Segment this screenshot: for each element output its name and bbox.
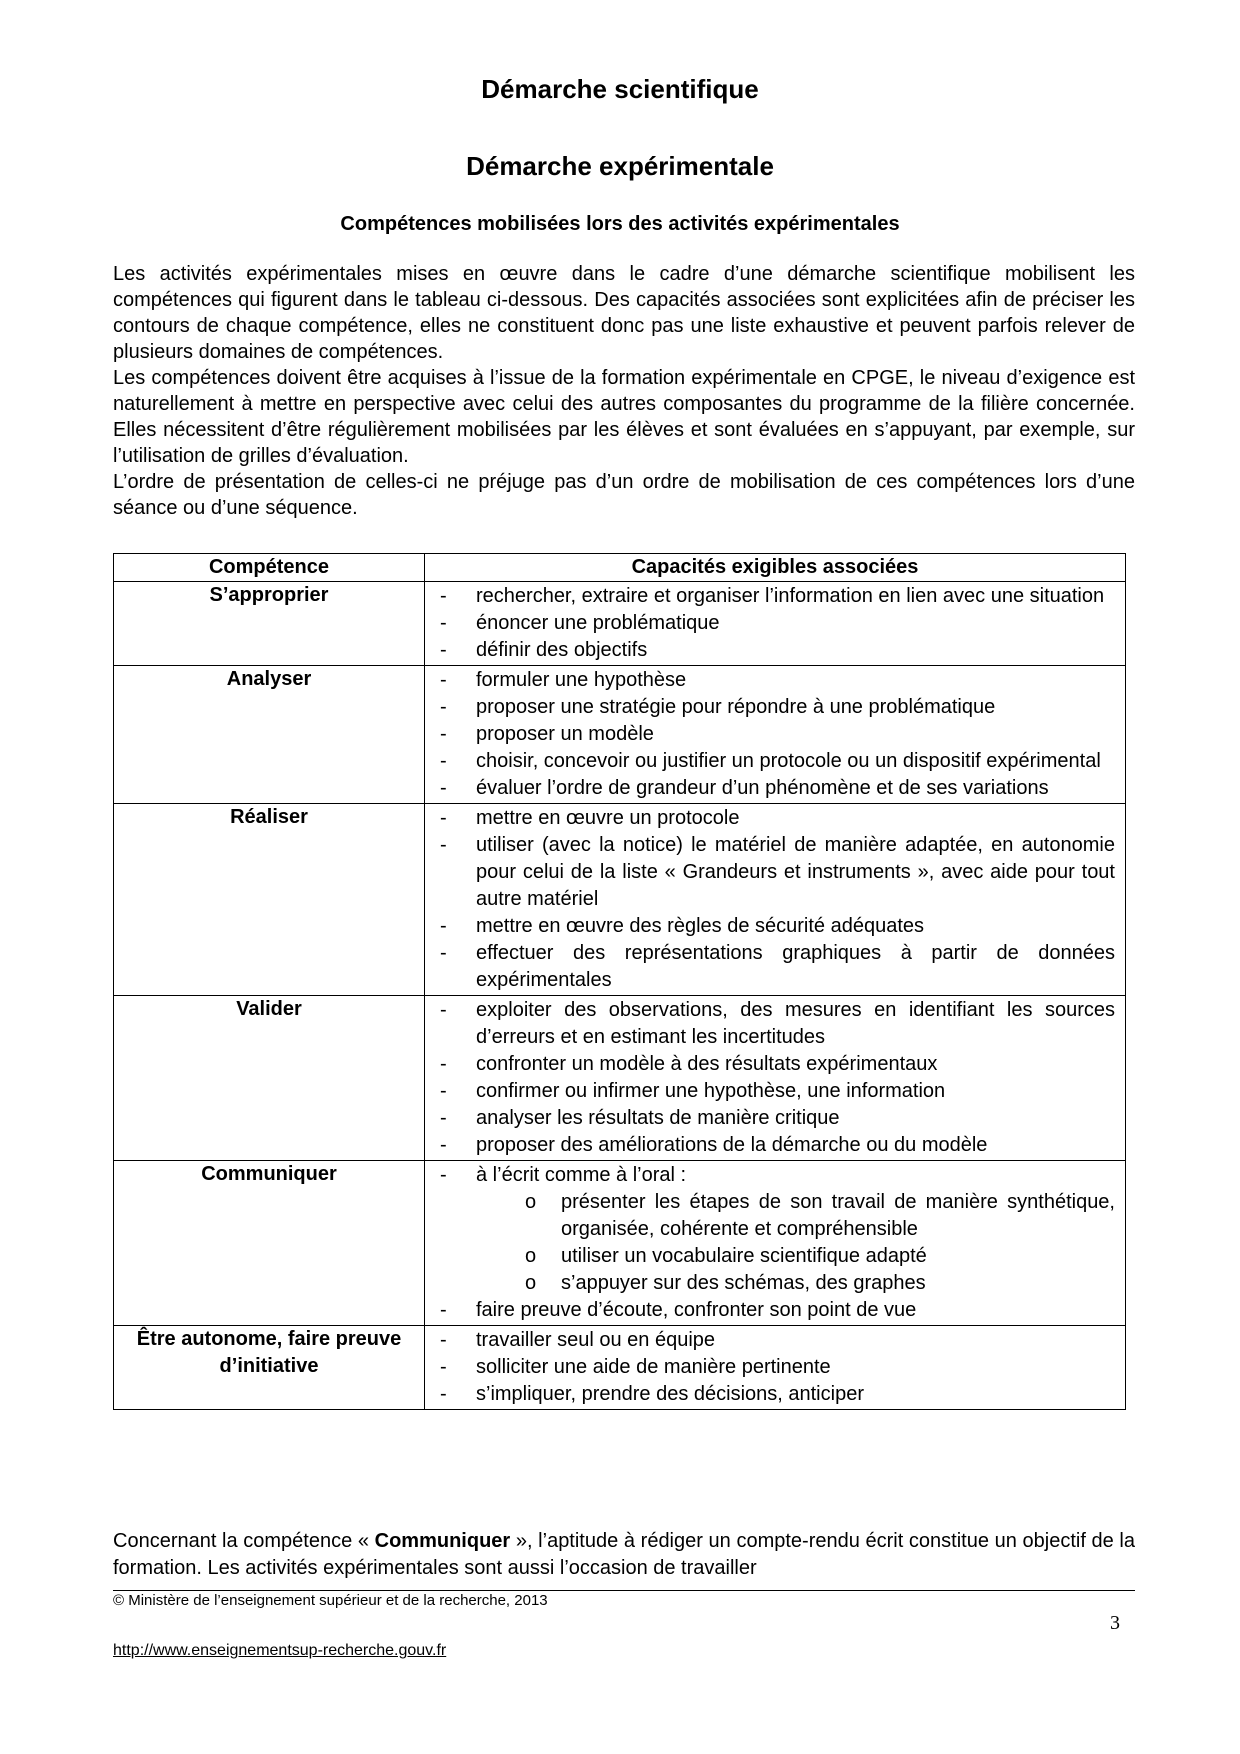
intro-text: [113, 261, 1135, 521]
table-row: [114, 1326, 1126, 1410]
capacite-text: formuler une hypothèse: [476, 669, 687, 691]
dash-bullet: -: [440, 1299, 447, 1321]
capacite-text: solliciter une aide de manière pertinente: [476, 1356, 831, 1378]
dash-bullet: -: [440, 1107, 447, 1129]
section-title: Compétences mobilisées lors des activités expérimentales: [340, 213, 900, 235]
capacite-text: proposer une stratégie pour répondre à une problématique: [476, 696, 996, 718]
intro-paragraph: Les compétences doivent être acquises à l’issue de la formation expérimentale en CPGE, le niveau d’exigence est naturellement à mettre en perspective avec celui des autres composantes du programme de la filière concernée. Elles nécessitent d’être régulièrement mobilisées par les élèves et sont évaluées en s’appuyant, par exemple, sur l’utilisation de grilles d’évaluation.: [113, 367, 1135, 467]
page-title: Démarche scientifique: [481, 74, 759, 104]
capacite-text: analyser les résultats de manière critique: [476, 1107, 840, 1129]
table-header-row: [114, 554, 1126, 582]
dash-bullet: -: [440, 942, 447, 964]
capacite-text: définir des objectifs: [476, 639, 648, 661]
capacite-text: effectuer des représentations graphiques à partir de données expérimentales: [476, 942, 1115, 991]
capacite-text: à l’écrit comme à l’oral :: [476, 1164, 687, 1186]
capacite-text: mettre en œuvre un protocole: [476, 807, 740, 829]
capacite-text: rechercher, extraire et organiser l’information en lien avec une situation: [476, 585, 1105, 607]
capacite-text: utiliser (avec la notice) le matériel de manière adaptée, en autonomie pour celui de la liste « Grandeurs et instruments », avec aide pour tout autre matériel: [476, 834, 1115, 910]
dash-bullet: -: [440, 1134, 447, 1156]
capacite-item: [435, 667, 1115, 694]
capacite-text: confirmer ou infirmer une hypothèse, une information: [476, 1080, 946, 1102]
dash-bullet: -: [440, 807, 447, 829]
capacite-text: faire preuve d’écoute, confronter son point de vue: [476, 1299, 917, 1321]
header-competence: Compétence: [114, 554, 425, 582]
footer-url-link[interactable]: http://www.enseignementsup-recherche.gouv.fr: [113, 1642, 447, 1659]
circle-bullet: o: [525, 1272, 537, 1294]
closing-text-before: Concernant la compétence «: [113, 1530, 375, 1552]
capacite-item: [435, 1078, 1115, 1105]
dash-bullet: -: [440, 1053, 447, 1075]
table-row: [114, 804, 1126, 996]
capacite-item: [435, 637, 1115, 664]
sub-capacite-item: [435, 1270, 1115, 1297]
capacites-list: [425, 1326, 1126, 1410]
capacite-text: évaluer l’ordre de grandeur d’un phénomène et de ses variations: [476, 777, 1049, 799]
competences-table-body: [114, 582, 1126, 1410]
capacite-item: [435, 832, 1115, 913]
page-number: 3: [1110, 1612, 1120, 1634]
table-row: [114, 582, 1126, 666]
capacite-text: énoncer une problématique: [476, 612, 720, 634]
capacite-text: proposer des améliorations de la démarche ou du modèle: [476, 1134, 988, 1156]
capacite-item: [435, 913, 1115, 940]
dash-bullet: -: [440, 1164, 447, 1186]
capacite-item: [435, 1327, 1115, 1354]
dash-bullet: -: [440, 1356, 447, 1378]
table-row: [114, 996, 1126, 1161]
footer-copyright: © Ministère de l’enseignement supérieur et de la recherche, 2013: [113, 1592, 548, 1609]
dash-bullet: -: [440, 834, 447, 856]
dash-bullet: -: [440, 696, 447, 718]
footer-divider: [113, 1590, 1135, 1591]
capacite-item: [435, 721, 1115, 748]
sub-capacite-item: [435, 1189, 1115, 1243]
capacite-item: [435, 610, 1115, 637]
intro-paragraph: Les activités expérimentales mises en œuvre dans le cadre d’une démarche scientifique mobilisent les compétences qui figurent dans le tableau ci-dessous. Des capacités associées sont explicitées afin de préciser les contours de chaque compétence, elles ne constituent donc pas une liste exhaustive et peuvent parfois relever de plusieurs domaines de compétences.: [113, 263, 1135, 363]
capacites-list: [425, 996, 1126, 1161]
dash-bullet: -: [440, 669, 447, 691]
capacite-item: [435, 1051, 1115, 1078]
sub-capacite-text: présenter les étapes de son travail de manière synthétique, organisée, cohérente et compréhensible: [561, 1191, 1115, 1240]
capacite-item: [435, 1354, 1115, 1381]
dash-bullet: -: [440, 612, 447, 634]
capacite-item: [435, 940, 1115, 994]
competence-name: Valider: [114, 996, 425, 1161]
capacite-item: [435, 748, 1115, 775]
table-row: [114, 666, 1126, 804]
dash-bullet: -: [440, 1383, 447, 1405]
dash-bullet: -: [440, 999, 447, 1021]
capacite-item: [435, 583, 1115, 610]
capacite-text: travailler seul ou en équipe: [476, 1329, 716, 1351]
competence-name: Être autonome, faire preuve d’initiative: [114, 1326, 425, 1410]
competences-table: [113, 553, 1126, 1410]
sub-capacite-text: s’appuyer sur des schémas, des graphes: [561, 1272, 926, 1294]
dash-bullet: -: [440, 639, 447, 661]
capacite-text: exploiter des observations, des mesures en identifiant les sources d’erreurs et en estimant les incertitudes: [476, 999, 1115, 1048]
capacite-text: choisir, concevoir ou justifier un protocole ou un dispositif expérimental: [476, 750, 1101, 772]
closing-paragraph: [113, 1528, 1135, 1582]
capacite-item: [435, 805, 1115, 832]
dash-bullet: -: [440, 723, 447, 745]
capacite-item: [435, 1297, 1115, 1324]
dash-bullet: -: [440, 777, 447, 799]
competence-name: Communiquer: [114, 1161, 425, 1326]
intro-paragraph: L’ordre de présentation de celles-ci ne préjuge pas d’un ordre de mobilisation de ces compétences lors d’une séance ou d’une séquence.: [113, 471, 1135, 519]
capacite-text: mettre en œuvre des règles de sécurité adéquates: [476, 915, 925, 937]
capacites-list: [425, 666, 1126, 804]
header-capacites: Capacités exigibles associées: [425, 554, 1126, 582]
dash-bullet: -: [440, 1080, 447, 1102]
capacite-item: [435, 1381, 1115, 1408]
capacite-text: s’impliquer, prendre des décisions, anticiper: [476, 1383, 864, 1405]
capacites-list: [425, 804, 1126, 996]
closing-text-after: », l’aptitude à rédiger un compte-rendu écrit constitue un objectif de la formation. Les activités expérimentales sont aussi l’occasion de travailler: [113, 1530, 1135, 1579]
competence-name: S’approprier: [114, 582, 425, 666]
page-subtitle: Démarche expérimentale: [466, 151, 774, 181]
capacite-item: [435, 775, 1115, 802]
capacites-list: [425, 582, 1126, 666]
capacite-item: [435, 1105, 1115, 1132]
capacites-list: [425, 1161, 1126, 1326]
capacite-item: [435, 997, 1115, 1051]
capacite-item: [435, 1132, 1115, 1159]
competence-name: Réaliser: [114, 804, 425, 996]
dash-bullet: -: [440, 750, 447, 772]
dash-bullet: -: [440, 915, 447, 937]
dash-bullet: -: [440, 585, 447, 607]
circle-bullet: o: [525, 1191, 537, 1213]
table-row: [114, 1161, 1126, 1326]
capacite-item: [435, 694, 1115, 721]
sub-capacite-item: [435, 1243, 1115, 1270]
closing-text-bold: Communiquer: [374, 1530, 511, 1552]
dash-bullet: -: [440, 1329, 447, 1351]
capacite-text: proposer un modèle: [476, 723, 654, 745]
competence-name: Analyser: [114, 666, 425, 804]
capacite-text: confronter un modèle à des résultats expérimentaux: [476, 1053, 938, 1075]
sub-capacite-text: utiliser un vocabulaire scientifique adapté: [561, 1245, 927, 1267]
circle-bullet: o: [525, 1245, 537, 1267]
capacite-item: [435, 1162, 1115, 1189]
